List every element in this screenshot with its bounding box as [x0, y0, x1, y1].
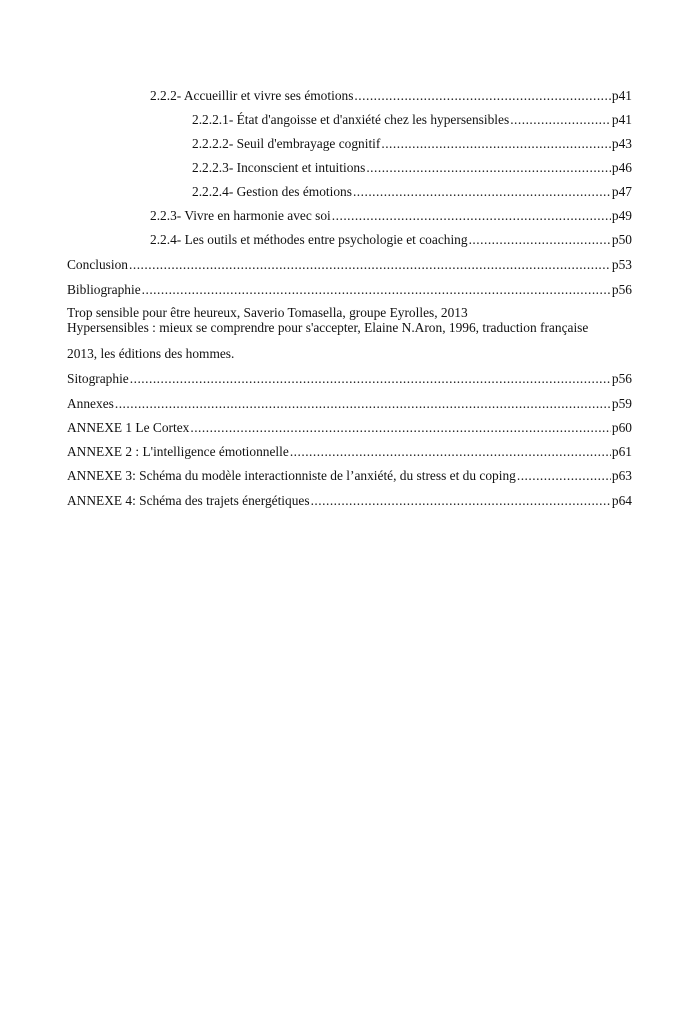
- toc-entry-label: ANNEXE 2 : L'intelligence émotionnelle: [67, 444, 289, 459]
- toc-entry-page: p47: [611, 184, 632, 199]
- toc-leader-dots: [290, 444, 611, 460]
- toc-entry-label: 2.2.2- Accueillir et vivre ses émotions: [150, 88, 354, 103]
- toc-entry: [192, 160, 632, 176]
- toc-entry: [67, 468, 632, 484]
- toc-entry-label: Sitographie: [67, 371, 129, 386]
- toc-entry-page: p46: [611, 160, 632, 175]
- toc-entry-page: p59: [611, 396, 632, 411]
- toc-leader-dots: [332, 208, 611, 224]
- toc-entry: [67, 396, 632, 412]
- toc-entry: [67, 371, 632, 387]
- toc-entry-page: p41: [611, 88, 632, 103]
- toc-leader-dots: [142, 282, 611, 298]
- toc-entry: [150, 232, 632, 248]
- toc-entry-page: p56: [611, 282, 632, 297]
- toc-entry-page: p60: [611, 420, 632, 435]
- toc-entry-page: p63: [611, 468, 632, 483]
- toc-leader-dots: [469, 232, 611, 248]
- bibliography-reference-2: Hypersensibles : mieux se comprendre pour s'accepter, Elaine N.Aron, 1996, traduction française: [67, 320, 589, 335]
- toc-entry: [150, 208, 632, 224]
- toc-leader-dots: [130, 371, 611, 387]
- toc-leader-dots: [381, 136, 611, 152]
- bibliography-reference-1: Trop sensible pour être heureux, Saverio Tomasella, groupe Eyrolles, 2013: [67, 305, 468, 320]
- toc-entry-page: p64: [611, 493, 632, 508]
- toc-entry: [67, 420, 632, 436]
- toc-leader-dots: [129, 257, 611, 273]
- toc-entry-label: 2.2.2.3- Inconscient et intuitions: [192, 160, 366, 175]
- toc-leader-dots: [510, 112, 611, 128]
- toc-entry: [67, 257, 632, 273]
- toc-entry-page: p56: [611, 371, 632, 386]
- toc-leader-dots: [115, 396, 611, 412]
- toc-leader-dots: [354, 88, 610, 104]
- toc-entry-page: p50: [611, 232, 632, 247]
- toc-entry-page: p41: [611, 112, 632, 127]
- toc-entry: [150, 88, 632, 104]
- toc-entry-page: p61: [611, 444, 632, 459]
- toc-leader-dots: [366, 160, 611, 176]
- toc-entry: [192, 184, 632, 200]
- toc-leader-dots: [517, 468, 611, 484]
- toc-entry-label: 2.2.2.4- Gestion des émotions: [192, 184, 352, 199]
- toc-entry-label: Annexes: [67, 396, 114, 411]
- toc-leader-dots: [353, 184, 611, 200]
- toc-entry-label: ANNEXE 3: Schéma du modèle interactionniste de l’anxiété, du stress et du coping: [67, 468, 516, 483]
- toc-entry: [67, 493, 632, 509]
- toc-entry-page: p49: [611, 208, 632, 223]
- toc-entry-label: 2.2.2.2- Seuil d'embrayage cognitif: [192, 136, 381, 151]
- toc-entry: [192, 112, 632, 128]
- toc-entry-label: ANNEXE 1 Le Cortex: [67, 420, 190, 435]
- toc-leader-dots: [190, 420, 611, 436]
- toc-entry-label: 2.2.4- Les outils et méthodes entre psychologie et coaching: [150, 232, 468, 247]
- toc-entry-label: Conclusion: [67, 257, 129, 272]
- toc-entry: [192, 136, 632, 152]
- toc-entry-label: 2.2.2.1- État d'angoisse et d'anxiété chez les hypersensibles: [192, 112, 510, 127]
- toc-entry: [67, 444, 632, 460]
- toc-entry-page: p53: [611, 257, 632, 272]
- bibliography-reference-2-continued: 2013, les éditions des hommes.: [67, 346, 235, 361]
- toc-entry-label: 2.2.3- Vivre en harmonie avec soi: [150, 208, 331, 223]
- toc-entry-label: ANNEXE 4: Schéma des trajets énergétiques: [67, 493, 310, 508]
- toc-entry: [67, 282, 632, 298]
- toc-entry-page: p43: [611, 136, 632, 151]
- toc-leader-dots: [311, 493, 611, 509]
- toc-entry-label: Bibliographie: [67, 282, 141, 297]
